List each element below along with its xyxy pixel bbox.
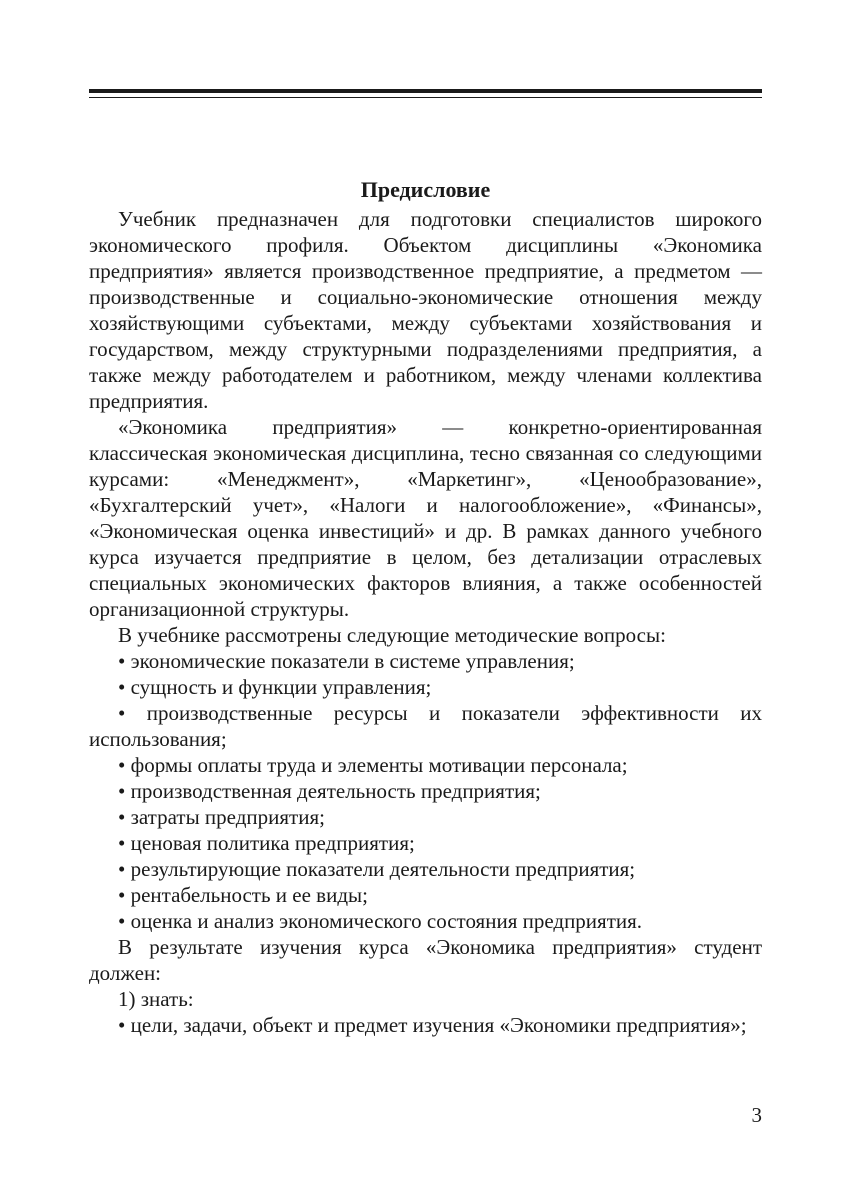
list-item: • производственная деятельность предприятия;	[118, 779, 541, 803]
paragraph: В результате изучения курса «Экономика предприятия» студент должен:	[89, 935, 762, 985]
list-heading: 1) знать:	[118, 987, 194, 1011]
list-item: • производственные ресурсы и показатели эффективности их использования;	[89, 701, 762, 751]
header-rule-thin	[89, 97, 762, 98]
body-text	[89, 206, 762, 1038]
paragraph: «Экономика предприятия» — конкретно-ориентированная классическая экономическая дисциплина, тесно связанная со следующими курсами: «Менеджмент», «Маркетинг», «Ценообразование», «Бухгалтерский учет», «Налоги и налогообложение», «Финансы», «Экономическая оценка инвестиций» и др. В рамках данного учебного курса изучается предприятие в целом, без детализации отраслевых специальных экономических факторов влияния, а также особенностей организационной структуры.	[89, 415, 762, 621]
list-item: • формы оплаты труда и элементы мотивации персонала;	[118, 753, 628, 777]
list-item: • ценовая политика предприятия;	[118, 831, 415, 855]
list-item: • рентабельность и ее виды;	[118, 883, 368, 907]
page-title: Предисловие	[360, 176, 491, 202]
paragraph: Учебник предназначен для подготовки специалистов широкого экономического профиля. Объектом дисциплины «Экономика предприятия» является производственное предприятие, а предметом — производственные и социально-экономические отношения между хозяйствующими субъектами, между субъектами хозяйствования и государством, между структурными подразделениями предприятия, а также между работодателем и работником, между членами коллектива предприятия.	[89, 207, 762, 413]
list-item: • результирующие показатели деятельности предприятия;	[118, 857, 636, 881]
list-item: • экономические показатели в системе управления;	[118, 649, 575, 673]
list-item: • цели, задачи, объект и предмет изучения «Экономики предприятия»;	[118, 1013, 747, 1037]
page-number: 3	[751, 1103, 762, 1127]
list-item: • затраты предприятия;	[118, 805, 325, 829]
list-item: • сущность и функции управления;	[118, 675, 432, 699]
paragraph: В учебнике рассмотрены следующие методические вопросы:	[118, 623, 666, 647]
list-item: • оценка и анализ экономического состояния предприятия.	[118, 909, 643, 933]
header-rule-thick	[89, 89, 762, 93]
